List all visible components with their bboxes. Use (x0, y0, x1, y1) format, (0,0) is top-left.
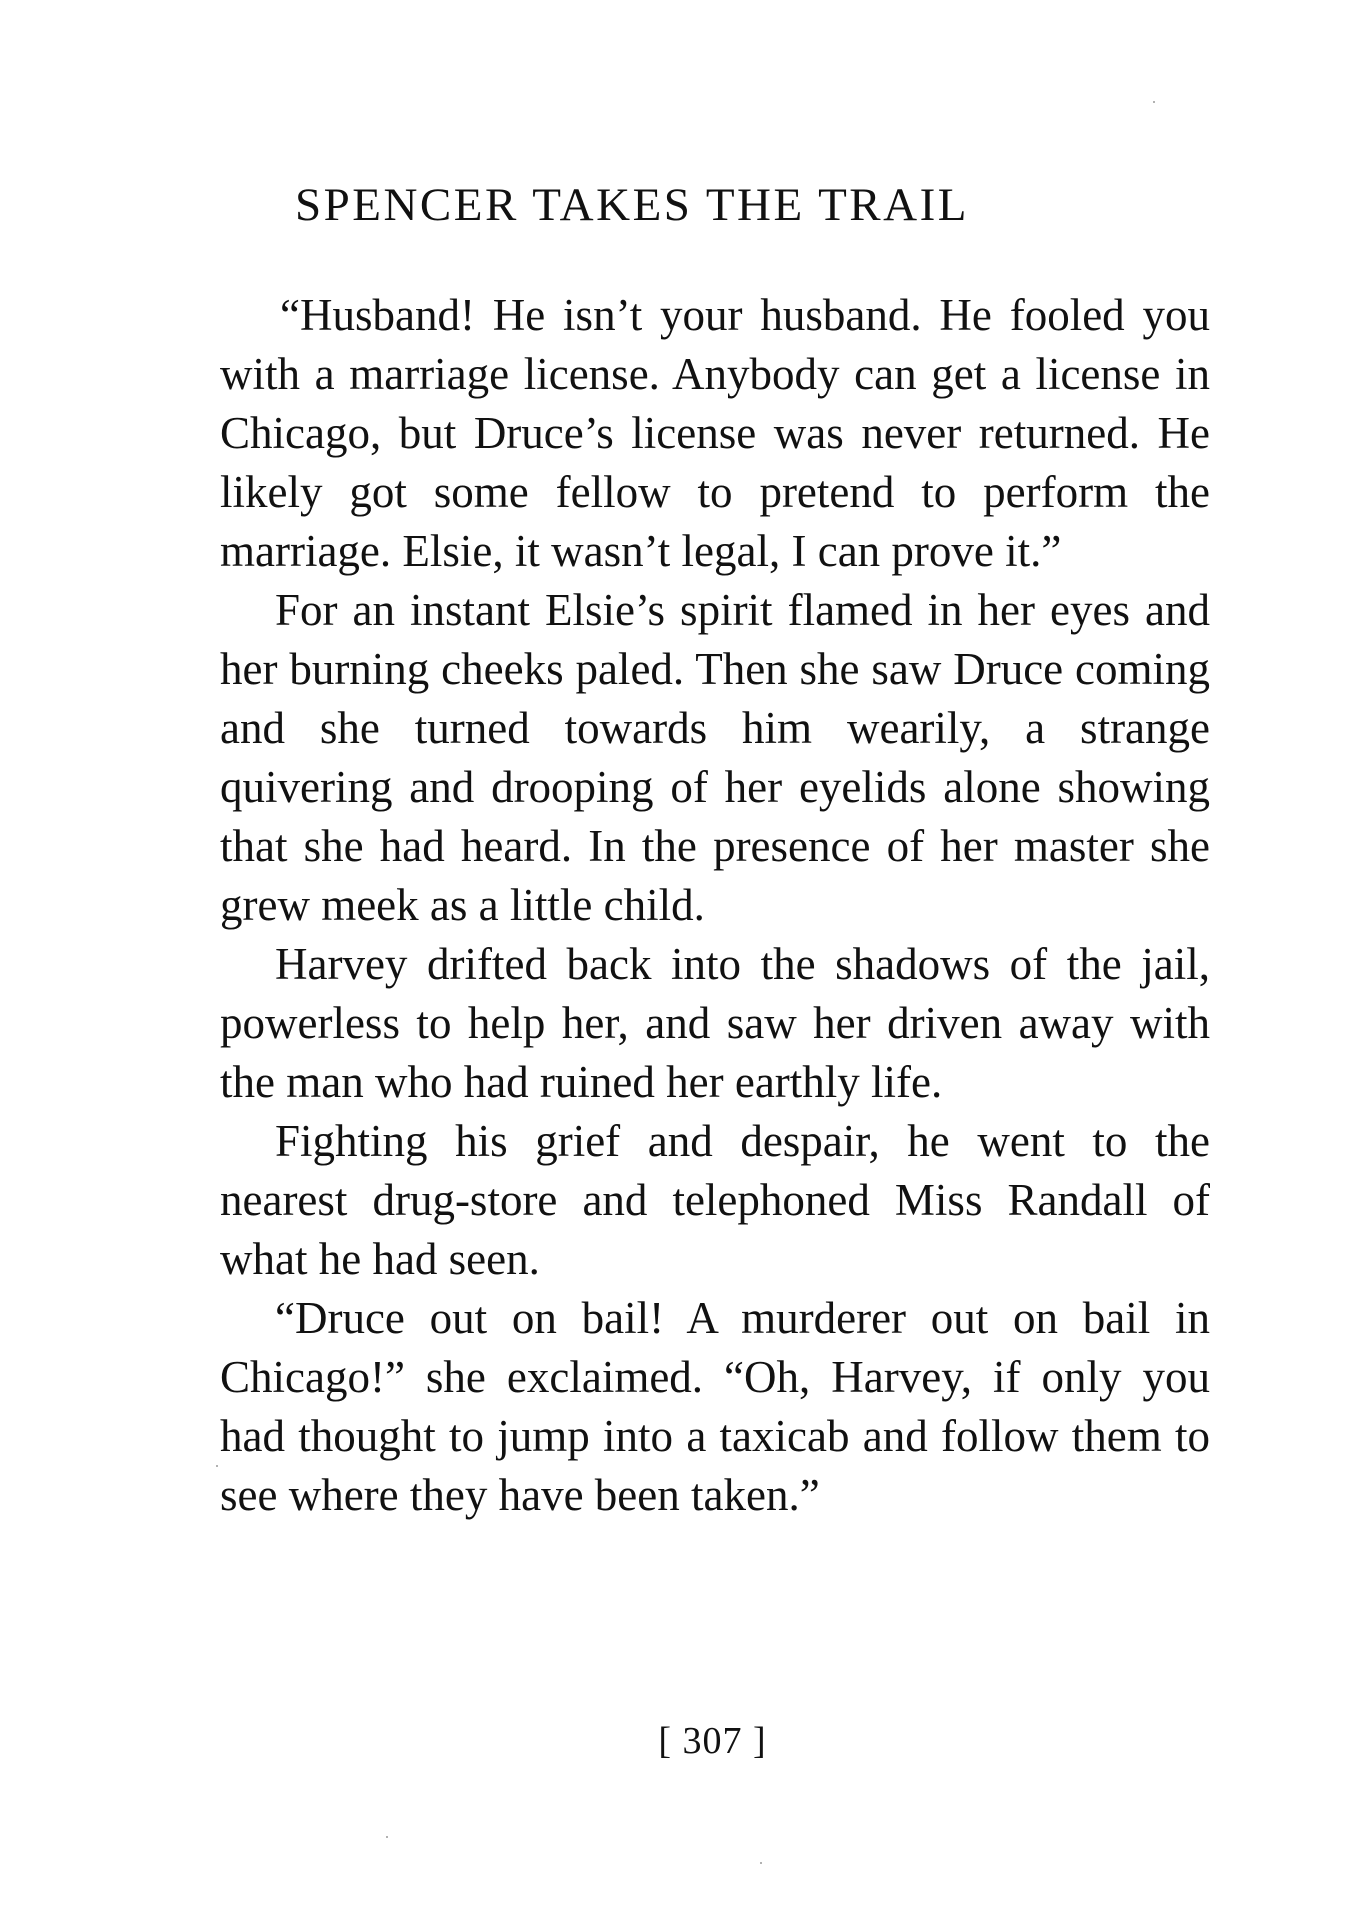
paragraph-1: “Husband! He isn’t your husband. He fooled you with a marriage license. Anybody can get a license in Chicago, but Druce’s license was never returned. He likely got some fellow to pretend to perform the marriage. Elsie, it wasn’t legal, I can prove it.” (220, 290, 1210, 576)
body-text (220, 286, 1210, 1525)
page-number: [ 307 ] (658, 1720, 767, 1762)
paragraph-5: “Druce out on bail! A murderer out on bail in Chicago!” she exclaimed. “Oh, Harvey, if only you had thought to jump into a taxicab and follow them to see where they have been taken.” (220, 1293, 1210, 1520)
paragraph-4: Fighting his grief and despair, he went to the nearest drug-store and telephoned Miss Randall of what he had seen. (220, 1116, 1210, 1284)
running-head: SPENCER TAKES THE TRAIL (295, 179, 969, 231)
paper-speck (1153, 101, 1155, 103)
paper-speck (216, 1465, 218, 1467)
paragraph-3: Harvey drifted back into the shadows of the jail, powerless to help her, and saw her driven away with the man who had ruined her earthly life. (220, 939, 1210, 1107)
paper-speck (760, 1862, 762, 1864)
paper-speck (386, 1836, 388, 1838)
paragraph-2: For an instant Elsie’s spirit flamed in her eyes and her burning cheeks paled. Then she saw Druce coming and she turned towards him wearily, a strange quivering and drooping of her eyelids alone showing that she had heard. In the presence of her master she grew meek as a little child. (220, 585, 1210, 930)
